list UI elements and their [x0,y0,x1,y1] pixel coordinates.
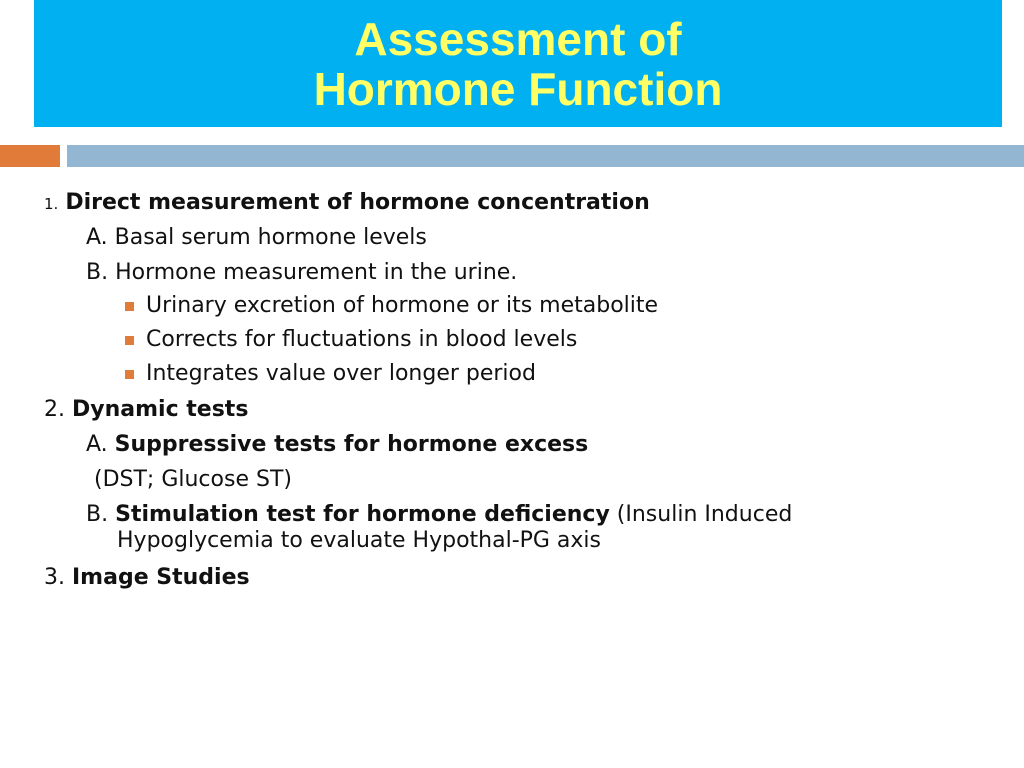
title-line-1: Assessment of [354,12,682,65]
list-item: Urinary excretion of hormone or its metabolite [146,293,659,318]
section-1-heading [44,190,650,217]
item-tail: (Insulin Induced [616,502,793,527]
title-line-2: Hormone Function [313,62,723,115]
section-2-number: 2. [44,397,65,422]
list-item: Integrates value over longer period [146,361,536,386]
item-prefix: B. [86,502,109,527]
item-heading: Suppressive tests for hormone excess [114,432,589,457]
section-2-item-a [86,432,588,458]
section-1-number: 1. [44,195,59,213]
bullet-square-icon [125,370,134,379]
section-2-title: Dynamic tests [72,397,249,422]
section-2-heading [44,397,248,423]
section-2-item-a-note: (DST; Glucose ST) [94,467,292,492]
list-item: Corrects for fluctuations in blood levels [146,327,578,352]
section-2-item-b [86,502,792,528]
section-3-heading [44,565,250,591]
section-2-item-b-continued: Hypoglycemia to evaluate Hypothal-PG axis [117,528,602,553]
bullet-square-icon [125,302,134,311]
section-3-number: 3. [44,565,65,590]
item-heading: Stimulation test for hormone deficiency [115,502,610,527]
section-1-item-b: B. Hormone measurement in the urine. [86,260,518,285]
item-prefix: A. [86,432,108,457]
section-1-title: Direct measurement of hormone concentration [65,190,650,215]
section-1-item-a: A. Basal serum hormone levels [86,225,427,250]
section-3-title: Image Studies [72,565,250,590]
bullet-square-icon [125,336,134,345]
